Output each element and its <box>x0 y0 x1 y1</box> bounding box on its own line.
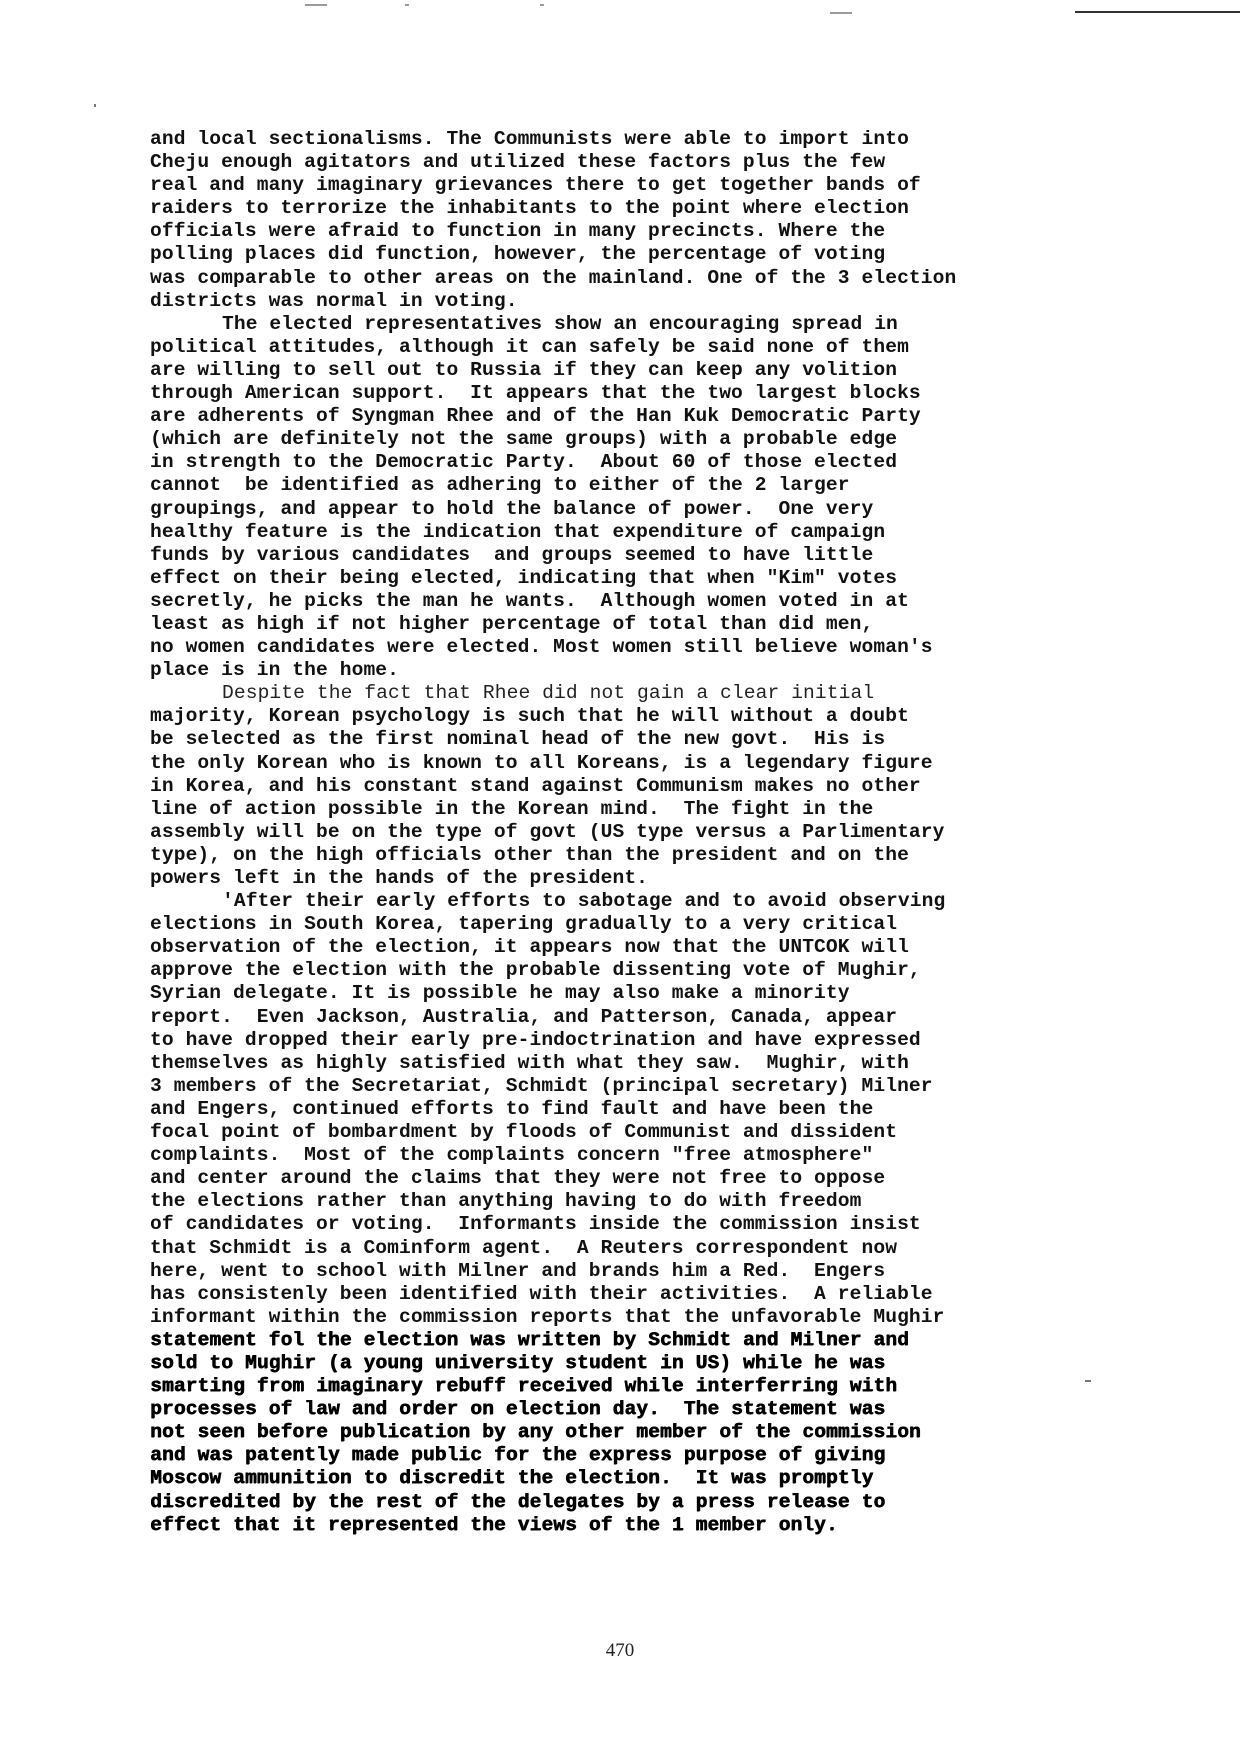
text-line: through American support. It appears that the two largest blocks <box>150 382 921 405</box>
text-line-heavy: discredited by the rest of the delegates by a press release to <box>150 1490 886 1513</box>
text-line: Cheju enough agitators and utilized these factors plus the few <box>150 151 886 174</box>
text-line: in Korea, and his constant stand against Communism makes no other <box>150 774 921 797</box>
text-line: of candidates or voting. Informants inside the commission insist <box>150 1213 921 1236</box>
paragraph-4 <box>150 890 1110 1537</box>
text-line: complaints. Most of the complaints concern "free atmosphere" <box>150 1144 874 1167</box>
text-line: least as high if not higher percentage of total than did men, <box>150 612 874 635</box>
text-line: has consistenly been identified with their activities. A reliable <box>150 1282 933 1305</box>
paragraph-2 <box>150 313 1110 683</box>
text-line: are adherents of Syngman Rhee and of the Han Kuk Democratic Party <box>150 405 921 428</box>
text-line-heavy: statement fol the election was written by Schmidt and Milner and <box>150 1328 909 1351</box>
text-line: to have dropped their early pre-indoctrination and have expressed <box>150 1028 921 1051</box>
text-line: (which are definitely not the same groups) with a probable edge <box>150 428 898 451</box>
text-line: no women candidates were elected. Most women still believe woman's <box>150 636 933 659</box>
text-line: focal point of bombardment by floods of Communist and dissident <box>150 1121 898 1144</box>
text-line: 'After their early efforts to sabotage and to avoid observing <box>222 890 946 913</box>
text-line: line of action possible in the Korean mind. The fight in the <box>150 797 874 820</box>
text-line: type), on the high officials other than the president and on the <box>150 843 909 866</box>
scan-artifact <box>305 4 327 6</box>
text-line: the only Korean who is known to all Koreans, is a legendary figure <box>150 751 933 774</box>
text-line: and Engers, continued efforts to find fault and have been the <box>150 1097 874 1120</box>
text-line: effect on their being elected, indicating that when "Kim" votes <box>150 566 898 589</box>
scan-artifact <box>830 12 852 14</box>
text-line: polling places did function, however, the percentage of voting <box>150 243 886 266</box>
text-line-heavy: and was patently made public for the express purpose of giving <box>150 1444 886 1467</box>
text-line-heavy: Moscow ammunition to discredit the election. It was promptly <box>150 1467 874 1490</box>
text-line-heavy: smarting from imaginary rebuff received while interferring with <box>150 1375 898 1398</box>
text-line: assembly will be on the type of govt (US type versus a Parlimentary <box>150 820 945 843</box>
text-line: powers left in the hands of the president. <box>150 867 649 889</box>
text-line: are willing to sell out to Russia if they can keep any volition <box>150 358 898 381</box>
text-line: secretly, he picks the man he wants. Although women voted in at <box>150 589 909 612</box>
text-line-heavy: sold to Mughir (a young university student in US) while he was <box>150 1351 886 1374</box>
scan-artifact <box>1075 11 1240 13</box>
paragraph-1 <box>150 128 1110 313</box>
text-line: officials were afraid to function in many precincts. Where the <box>150 220 886 243</box>
text-line: observation of the election, it appears now that the UNTCOK will <box>150 936 909 959</box>
text-line: place is in the home. <box>150 659 400 682</box>
scan-artifact <box>405 4 409 6</box>
text-line: the elections rather than anything having to do with freedom <box>150 1190 862 1213</box>
text-line: The elected representatives show an encouraging spread in <box>222 312 898 335</box>
text-line: elections in South Korea, tapering gradually to a very critical <box>150 913 898 936</box>
page-number: 470 <box>605 1640 635 1661</box>
text-line: be selected as the first nominal head of the new govt. His is <box>150 728 886 751</box>
text-line: report. Even Jackson, Australia, and Patterson, Canada, appear <box>150 1005 898 1028</box>
document-body <box>150 128 1110 1537</box>
text-line: funds by various candidates and groups seemed to have little <box>150 543 874 566</box>
text-line: themselves as highly satisfied with what they saw. Mughir, with <box>150 1051 909 1074</box>
text-line: Syrian delegate. It is possible he may also make a minority <box>150 982 850 1005</box>
text-line-heavy: effect that it represented the views of the 1 member only. <box>150 1513 838 1536</box>
text-line: raiders to terrorize the inhabitants to the point where election <box>150 197 909 220</box>
text-line-heavy: processes of law and order on election day. The statement was <box>150 1398 886 1421</box>
text-line: districts was normal in voting. <box>150 289 518 312</box>
text-line: informant within the commission reports that the unfavorable Mughir <box>150 1305 945 1328</box>
text-line: here, went to school with Milner and brands him a Red. Engers <box>150 1259 886 1282</box>
text-line: in strength to the Democratic Party. About 60 of those elected <box>150 451 898 474</box>
text-line: cannot be identified as adhering to either of the 2 larger <box>150 474 850 497</box>
text-line: 3 members of the Secretariat, Schmidt (principal secretary) Milner <box>150 1074 933 1097</box>
scan-speck <box>94 104 96 107</box>
text-line: majority, Korean psychology is such that he will without a doubt <box>150 705 909 728</box>
text-line: real and many imaginary grievances there to get together bands of <box>150 174 921 197</box>
text-line: groupings, and appear to hold the balance of power. One very <box>150 497 874 520</box>
scan-artifact <box>540 4 544 6</box>
text-line-heavy: not seen before publication by any other member of the commission <box>150 1421 921 1444</box>
text-line: political attitudes, although it can safely be said none of them <box>150 335 909 358</box>
text-line: healthy feature is the indication that expenditure of campaign <box>150 520 886 543</box>
text-line: approve the election with the probable dissenting vote of Mughir, <box>150 959 921 982</box>
text-line: Despite the fact that Rhee did not gain a clear initial <box>222 682 875 705</box>
paragraph-3 <box>150 682 1110 890</box>
text-line: and center around the claims that they were not free to oppose <box>150 1167 886 1190</box>
text-line: and local sectionalisms. The Communists were able to import into <box>150 128 909 150</box>
text-line: that Schmidt is a Cominform agent. A Reuters correspondent now <box>150 1236 898 1259</box>
text-line: was comparable to other areas on the mainland. One of the 3 election <box>150 266 957 289</box>
